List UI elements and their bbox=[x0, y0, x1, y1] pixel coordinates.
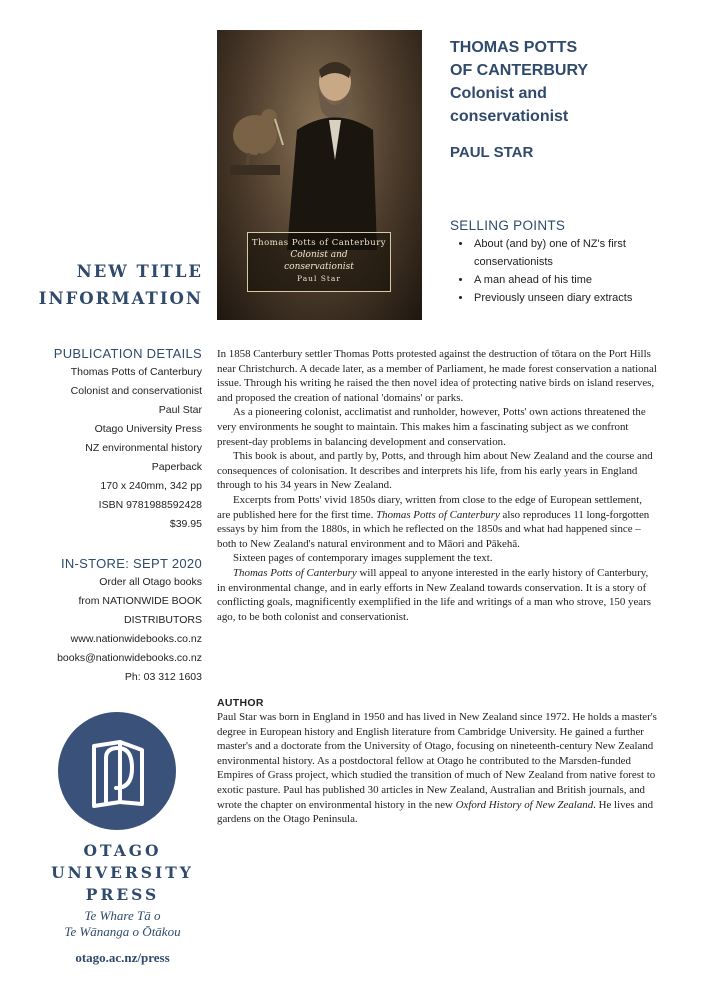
description-body bbox=[217, 347, 657, 624]
publisher-name bbox=[10, 840, 235, 906]
book-title-line-2: OF CANTERBURY bbox=[450, 62, 589, 79]
oxford-history-italic: Oxford History of New Zealand bbox=[455, 798, 594, 811]
publisher-website-link[interactable]: otago.ac.nz/press bbox=[75, 950, 170, 965]
in-store-details bbox=[10, 555, 202, 687]
pub-line-title: Thomas Potts of Canterbury bbox=[70, 366, 202, 378]
cover-title: Thomas Potts of Canterbury bbox=[251, 238, 387, 248]
body-paragraph: As a pioneering colonist, acclimatist and runholder, however, Potts' own actions threatened the very environments he sought to maintain. This makes him a fascinating subject as we confront present-day problems in balancing development and conservation. bbox=[217, 406, 646, 448]
title-block bbox=[450, 36, 700, 161]
publisher-line-2: UNIVERSITY bbox=[51, 863, 194, 882]
maori-line-1: Te Whare Tā o bbox=[84, 908, 161, 923]
body-text: will appeal to anyone interested in the early history of Canterbury, in environmental change, and in early efforts in New Zealand towards conservation. It is a story of conflicting goals, magnificently exemplified in the life and writings of a man who strove, 150 years ago, to be both colonist and conservationist. bbox=[217, 566, 651, 623]
instore-line: from NATIONWIDE BOOK bbox=[78, 595, 202, 607]
selling-points-heading: SELLING POINTS bbox=[450, 218, 566, 233]
body-text: Excerpts from Potts' vivid 1850s diary, written from close to the edge of European settlement, are published here for the first time. bbox=[217, 493, 642, 521]
body-paragraph: This book is about, and partly by, Potts, and through him about New Zealand and the course and consequences of colonisation. It describes and interprets his life, from his early years in England through to his 34 years in New Zealand. bbox=[217, 450, 653, 492]
selling-points bbox=[450, 218, 700, 307]
selling-points-list bbox=[450, 235, 700, 307]
author-bio-text: Paul Star was born in England in 1950 and has lived in New Zealand since 1972. He holds a master's degree in European history and English literature from Cambridge University. He gained a further master's and a doctorate from the University of Otago, focusing on nineteenth-century New Zealand environmental history. As a postdoctoral fellow at Otago he contributed to the Marsden-funded Empires of Grass project, which studied the transition of much of New Zealand from native forest to exotic pasture. Paul has published 30 articles in New Zealand, Australian and British journals, and wrote the chapter on environmental history in the new bbox=[217, 711, 657, 811]
instore-line: DISTRIBUTORS bbox=[124, 614, 202, 626]
publisher-line-3: PRESS bbox=[85, 885, 160, 904]
pub-line-size: 170 x 240mm, 342 pp bbox=[100, 480, 202, 492]
publisher-line-1: OTAGO bbox=[83, 841, 162, 860]
in-store-heading: IN-STORE: SEPT 2020 bbox=[60, 556, 202, 571]
kiwi-bird bbox=[225, 95, 285, 175]
book-author: PAUL STAR bbox=[450, 144, 534, 161]
instore-line: Order all Otago books bbox=[99, 576, 202, 588]
pub-line-author: Paul Star bbox=[158, 404, 202, 416]
distributor-phone: Ph: 03 312 1603 bbox=[124, 671, 202, 683]
selling-point: • Previously unseen diary extracts bbox=[472, 289, 700, 307]
body-paragraph bbox=[217, 493, 657, 551]
author-bio bbox=[217, 710, 657, 827]
distributor-email-link[interactable]: books@nationwidebooks.co.nz bbox=[57, 652, 202, 664]
cover-subtitle-1: Colonist and bbox=[290, 250, 348, 260]
pub-line-price: $39.95 bbox=[169, 518, 202, 530]
book-title-italic: Thomas Potts of Canterbury bbox=[233, 566, 357, 579]
book-title-italic: Thomas Potts of Canterbury bbox=[376, 508, 500, 521]
publication-details bbox=[10, 345, 202, 534]
cover-author: Paul Star bbox=[296, 274, 341, 283]
book-title-line-1: THOMAS POTTS bbox=[450, 39, 578, 56]
selling-point: • About (and by) one of NZ's first conservationists bbox=[472, 235, 700, 271]
new-title-information bbox=[10, 258, 203, 312]
nti-line-2: INFORMATION bbox=[38, 289, 203, 308]
cover-title-box bbox=[247, 232, 391, 292]
pub-line-format: Paperback bbox=[151, 461, 202, 473]
book-subtitle-line-2: conservationist bbox=[450, 108, 569, 125]
author-heading: AUTHOR bbox=[217, 697, 264, 709]
cover-subtitle-2: conservationist bbox=[284, 262, 354, 272]
book-subtitle-line-1: Colonist and bbox=[450, 85, 547, 102]
author-section bbox=[217, 697, 657, 827]
portrait-figure bbox=[287, 50, 377, 250]
selling-point: • A man ahead of his time bbox=[472, 271, 700, 289]
pub-line-category: NZ environmental history bbox=[85, 442, 202, 454]
publication-details-heading: PUBLICATION DETAILS bbox=[53, 346, 202, 361]
book-logo-icon bbox=[58, 712, 176, 830]
body-paragraph bbox=[217, 566, 657, 624]
body-paragraph: Sixteen pages of contemporary images supplement the text. bbox=[233, 552, 493, 565]
pub-line-subtitle: Colonist and conservationist bbox=[70, 385, 202, 397]
author-bio-text: . He lives and gardens on the Otago Peninsula. bbox=[217, 798, 654, 826]
pub-line-publisher: Otago University Press bbox=[94, 423, 202, 435]
book-cover bbox=[217, 30, 422, 320]
distributor-website-link[interactable]: www.nationwidebooks.co.nz bbox=[70, 633, 202, 645]
nti-line-1: NEW TITLE bbox=[76, 262, 203, 281]
body-text: also reproduces 11 long-forgotten essays by him from the 1880s, in which he reflected on the 1850s and what had happened since – both to New Zealand's natural environment and to Māori and Pākehā. bbox=[217, 508, 650, 550]
body-paragraph: In 1858 Canterbury settler Thomas Potts protested against the destruction of tōtara on the Port Hills near Christchurch. A decade later, as a member of Parliament, he made forest conservation a national issue. Through his writing he raised the then novel idea of protecting native birds on island reserves, and proposed the creation of national 'domains' or parks. bbox=[217, 348, 657, 404]
pub-line-isbn: ISBN 9781988592428 bbox=[98, 499, 202, 511]
publisher-maori-name bbox=[10, 908, 235, 940]
otago-press-logo bbox=[58, 712, 176, 830]
maori-line-2: Te Wānanga o Ōtākou bbox=[64, 924, 181, 939]
